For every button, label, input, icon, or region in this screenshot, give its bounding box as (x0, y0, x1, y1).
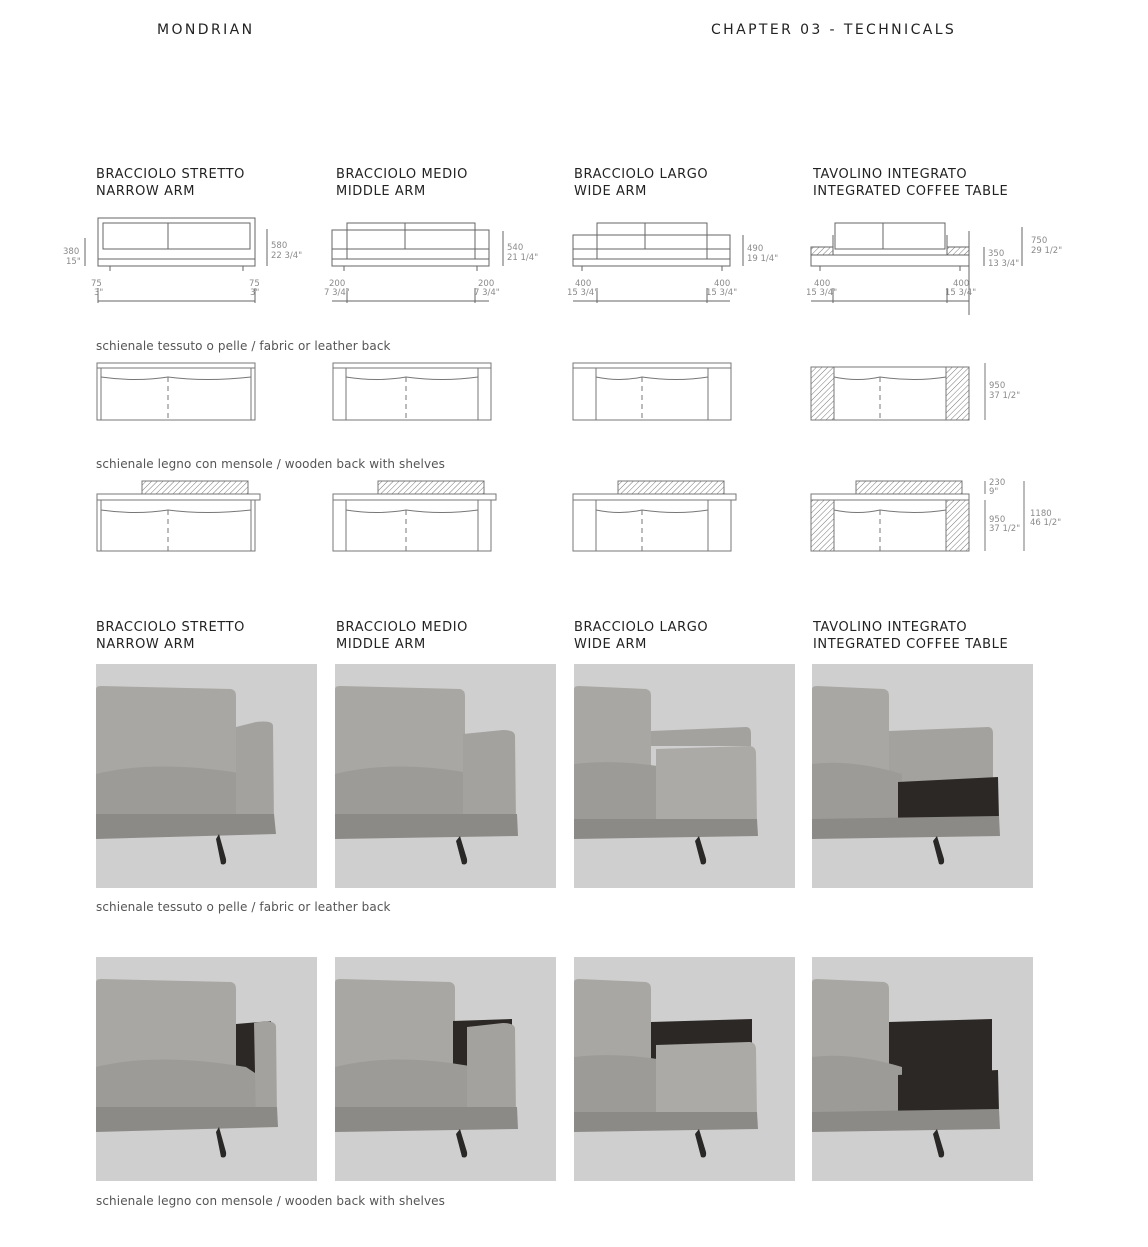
column-title-middle (336, 166, 468, 200)
seat-height-mm: 380 (63, 247, 80, 257)
photo-middle-fabric (335, 664, 556, 888)
photo-title-coffee-table (813, 619, 1008, 653)
chapter-title: CHAPTER 03 - TECHNICALS (711, 22, 957, 38)
photo-coffee-table-fabric (812, 664, 1033, 888)
total-depth-in: 46 1/2" (1030, 518, 1062, 528)
arm-right-in: 15 3/4" (706, 288, 738, 298)
title-en: NARROW ARM (96, 184, 196, 199)
elevation-narrow (60, 215, 320, 305)
title-it: BRACCIOLO STRETTO (96, 167, 245, 182)
title-it: BRACCIOLO LARGO (574, 167, 709, 182)
photo-narrow-wooden (96, 957, 317, 1181)
back-height-mm: 490 (747, 244, 764, 254)
back-height-in: 22 3/4" (271, 251, 303, 261)
back-height-mm: 580 (271, 241, 288, 251)
brand-title: MONDRIAN (157, 22, 255, 38)
back-height-mm: 350 (988, 249, 1005, 259)
title-en: NARROW ARM (96, 637, 196, 652)
caption-fabric-back-drawings: schienale tessuto o pelle / fabric or leather back (96, 339, 391, 353)
photo-title-narrow (96, 619, 245, 653)
arm-right-mm: 400 (953, 279, 970, 289)
elevation-wide (560, 215, 800, 305)
caption-fabric-back-photos: schienale tessuto o pelle / fabric or leather back (96, 900, 391, 914)
plan-wooden-narrow (96, 480, 266, 555)
arm-right-in: 7 3/4" (474, 288, 500, 298)
arm-right-mm: 200 (478, 279, 495, 289)
depth-in: 37 1/2" (989, 524, 1021, 534)
title-it: TAVOLINO INTEGRATO (813, 167, 968, 182)
title-it: BRACCIOLO MEDIO (336, 620, 468, 635)
plan-fabric-middle (332, 362, 497, 422)
title-en: INTEGRATED COFFEE TABLE (813, 184, 1009, 199)
title-it: TAVOLINO INTEGRATO (813, 620, 968, 635)
total-height-mm: 750 (1031, 236, 1048, 246)
depth-in: 37 1/2" (989, 391, 1021, 401)
title-en: WIDE ARM (574, 637, 647, 652)
plan-fabric-coffee-table (810, 362, 1050, 422)
arm-left-in: 3" (94, 288, 104, 298)
arm-right-mm: 400 (714, 279, 731, 289)
column-title-narrow (96, 166, 245, 200)
photo-coffee-table-wooden (812, 957, 1033, 1181)
photo-wide-wooden (574, 957, 795, 1181)
arm-right-in: 3" (250, 288, 260, 298)
title-en: INTEGRATED COFFEE TABLE (813, 637, 1009, 652)
photo-title-middle (336, 619, 468, 653)
arm-left-mm: 400 (814, 279, 831, 289)
elevation-middle (320, 215, 560, 305)
total-depth-mm: 1180 (1030, 509, 1052, 519)
back-height-in: 21 1/4" (507, 253, 539, 263)
depth-mm: 950 (989, 381, 1006, 391)
arm-right-in: 15 3/4" (945, 288, 977, 298)
arm-left-in: 15 3/4" (806, 288, 838, 298)
plan-fabric-narrow (96, 362, 261, 422)
caption-wooden-back-drawings: schienale legno con mensole / wooden back with shelves (96, 457, 446, 471)
elevation-coffee-table (800, 215, 1080, 305)
column-title-coffee-table (813, 166, 1008, 200)
arm-left-mm: 75 (91, 279, 102, 289)
back-height-in: 19 1/4" (747, 254, 779, 264)
caption-wooden-back-photos: schienale legno con mensole / wooden back with shelves (96, 1194, 446, 1208)
title-it: BRACCIOLO MEDIO (336, 167, 468, 182)
photo-wide-fabric (574, 664, 795, 888)
arm-right-mm: 75 (249, 279, 260, 289)
seat-height-in: 15" (66, 257, 81, 267)
plan-wooden-wide (572, 480, 742, 555)
photo-middle-wooden (335, 957, 556, 1181)
title-en: MIDDLE ARM (336, 184, 426, 199)
plan-wooden-middle (332, 480, 502, 555)
photo-narrow-fabric (96, 664, 317, 888)
photo-title-wide (574, 619, 708, 653)
title-en: MIDDLE ARM (336, 637, 426, 652)
title-it: BRACCIOLO STRETTO (96, 620, 245, 635)
arm-left-in: 15 3/4" (567, 288, 599, 298)
title-it: BRACCIOLO LARGO (574, 620, 709, 635)
arm-left-in: 7 3/4" (324, 288, 350, 298)
plan-fabric-wide (572, 362, 737, 422)
shelf-depth-in: 9" (989, 487, 999, 497)
depth-mm: 950 (989, 515, 1006, 525)
title-en: WIDE ARM (574, 184, 647, 199)
back-height-mm: 540 (507, 243, 524, 253)
column-title-wide (574, 166, 708, 200)
back-height-in: 13 3/4" (988, 259, 1020, 269)
shelf-depth-mm: 230 (989, 478, 1006, 488)
arm-left-mm: 200 (329, 279, 346, 289)
total-height-in: 29 1/2" (1031, 246, 1063, 256)
arm-left-mm: 400 (575, 279, 592, 289)
plan-wooden-coffee-table (810, 480, 1080, 555)
